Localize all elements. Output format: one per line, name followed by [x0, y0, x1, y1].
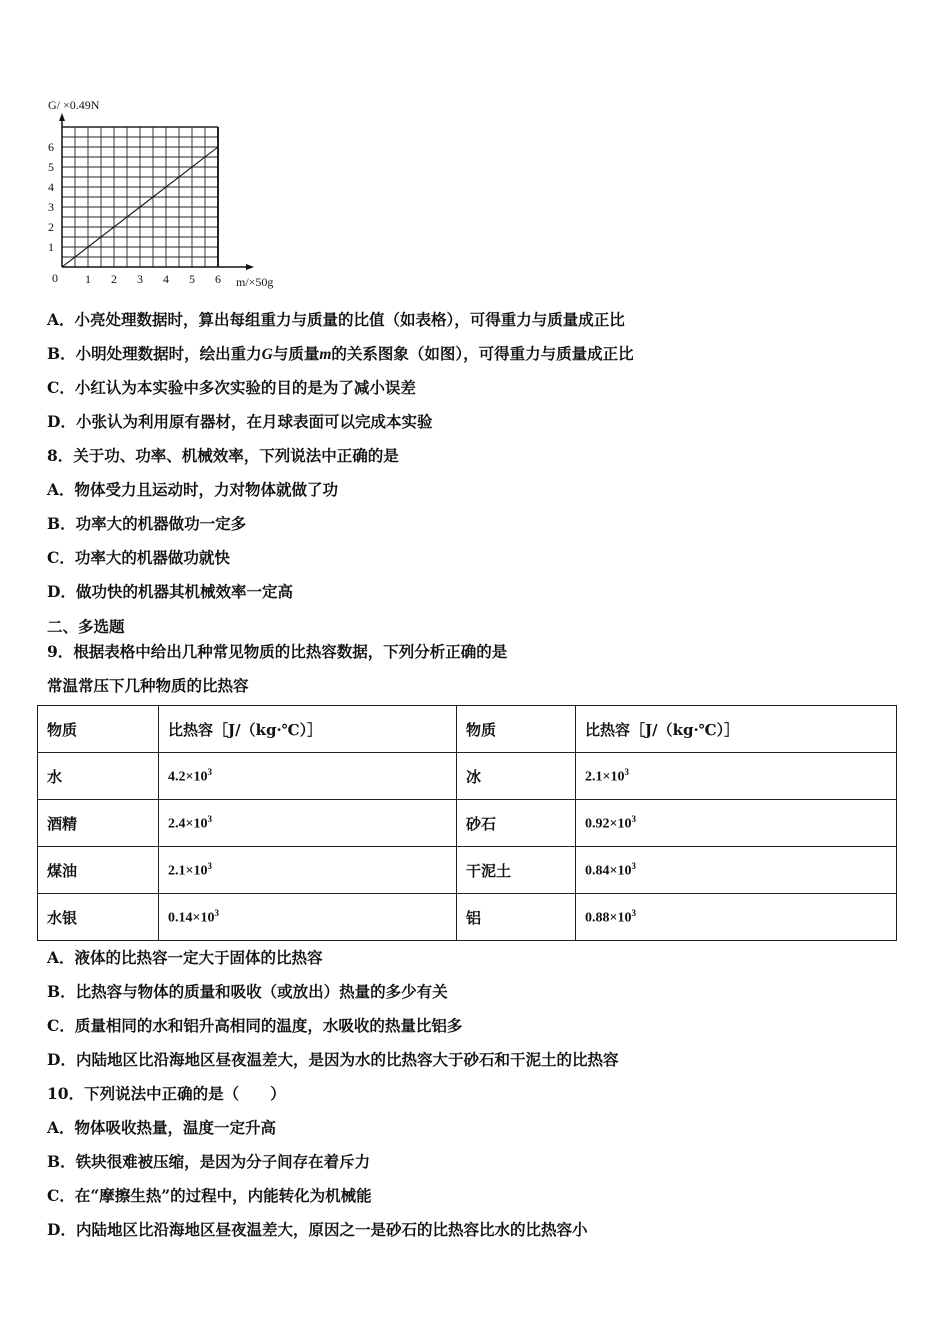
substance-cell: 铝	[457, 894, 576, 941]
y-tick-label: 6	[48, 140, 54, 154]
q7-option-b-mid: 与质量	[272, 344, 320, 363]
table-row	[38, 800, 897, 847]
x-tick-label: 6	[215, 272, 221, 286]
graph-origin: 0	[52, 271, 58, 285]
q9-option-b: B．比热容与物体的质量和吸收（或放出）热量的多少有关	[47, 982, 448, 1001]
q7-option-c: C．小红认为本实验中多次实验的目的是为了减小误差	[47, 378, 416, 397]
value-cell	[159, 800, 457, 847]
x-tick-label: 4	[163, 272, 169, 286]
value-cell	[576, 847, 897, 894]
exponent: 3	[214, 907, 219, 918]
y-tick-label: 5	[48, 160, 54, 174]
g-m-graph	[38, 95, 288, 295]
substance-cell: 冰	[457, 753, 576, 800]
y-tick-label: 2	[48, 220, 54, 234]
graph-grid	[62, 127, 218, 267]
table-header: 物质	[457, 706, 576, 753]
exponent: 3	[624, 766, 629, 777]
value-text: 0.84×10	[585, 863, 632, 879]
value-text: 2.4×10	[168, 816, 208, 832]
specific-heat-table	[37, 705, 897, 941]
graph-ylabel: G/ ×0.49N	[48, 98, 100, 112]
exponent: 3	[207, 813, 212, 824]
table-header-row	[38, 706, 897, 753]
q7-option-a: A．小亮处理数据时，算出每组重力与质量的比值（如表格），可得重力与质量成正比	[47, 310, 625, 329]
x-tick-label: 1	[85, 272, 91, 286]
q7-option-b-pre: B．小明处理数据时，绘出重力	[47, 344, 262, 363]
substance-cell: 水	[38, 753, 159, 800]
y-tick-labels	[48, 140, 54, 254]
q7-option-b-G: G	[261, 346, 273, 363]
x-tick-label: 5	[189, 272, 195, 286]
x-axis-arrow	[246, 264, 254, 270]
exponent: 3	[631, 813, 636, 824]
q9-option-a: A．液体的比热容一定大于固体的比热容	[47, 948, 323, 967]
x-tick-labels	[85, 272, 221, 286]
substance-cell: 砂石	[457, 800, 576, 847]
value-cell	[159, 894, 457, 941]
substance-cell: 酒精	[38, 800, 159, 847]
table-header: 物质	[38, 706, 159, 753]
value-text: 0.88×10	[585, 910, 632, 926]
value-cell	[159, 753, 457, 800]
value-text: 2.1×10	[168, 863, 208, 879]
q8-option-c: C．功率大的机器做功就快	[47, 548, 230, 567]
y-tick-label: 3	[48, 200, 54, 214]
q9-table-title: 常温常压下几种物质的比热容	[47, 676, 249, 695]
x-tick-label: 3	[137, 272, 143, 286]
q8-stem: 8．关于功、功率、机械效率，下列说法中正确的是	[47, 446, 399, 465]
q10-option-a: A．物体吸收热量，温度一定升高	[47, 1118, 277, 1137]
x-tick-label: 2	[111, 272, 117, 286]
substance-cell: 干泥土	[457, 847, 576, 894]
value-text: 0.14×10	[168, 910, 215, 926]
q9-stem: 9．根据表格中给出几种常见物质的比热容数据，下列分析正确的是	[47, 642, 508, 661]
q7-option-b	[47, 344, 634, 365]
exponent: 3	[631, 860, 636, 871]
q7-option-b-post: 的关系图象（如图），可得重力与质量成正比	[331, 344, 634, 363]
q10-option-d: D．内陆地区比沿海地区昼夜温差大，原因之一是砂石的比热容比水的比热容小	[47, 1220, 588, 1239]
q7-option-b-m: m	[319, 346, 332, 363]
substance-cell: 水银	[38, 894, 159, 941]
exponent: 3	[207, 766, 212, 777]
substance-cell: 煤油	[38, 847, 159, 894]
q7-option-d: D．小张认为利用原有器材，在月球表面可以完成本实验	[47, 412, 433, 431]
q8-option-a: A．物体受力且运动时，力对物体就做了功	[47, 480, 339, 499]
table-header: 比热容［J/（kg·℃）］	[576, 706, 897, 753]
table-header: 比热容［J/（kg·℃）］	[159, 706, 457, 753]
graph-xlabel: m/×50g	[236, 275, 274, 289]
table-row	[38, 753, 897, 800]
q8-option-d: D．做功快的机器其机械效率一定高	[47, 582, 293, 601]
y-axis-arrow	[59, 113, 65, 121]
value-text: 4.2×10	[168, 769, 208, 785]
section-heading: 二、多选题	[47, 617, 125, 636]
value-cell	[576, 894, 897, 941]
table-row	[38, 847, 897, 894]
q10-stem: 10．下列说法中正确的是（ ）	[47, 1084, 286, 1103]
table-row	[38, 894, 897, 941]
value-cell	[159, 847, 457, 894]
exponent: 3	[207, 860, 212, 871]
y-tick-label: 4	[48, 180, 54, 194]
value-text: 0.92×10	[585, 816, 632, 832]
exponent: 3	[631, 907, 636, 918]
q8-option-b: B．功率大的机器做功一定多	[47, 514, 247, 533]
q10-option-c: C．在“摩擦生热”的过程中，内能转化为机械能	[47, 1186, 372, 1205]
value-text: 2.1×10	[585, 769, 625, 785]
value-cell	[576, 753, 897, 800]
q9-option-d: D．内陆地区比沿海地区昼夜温差大，是因为水的比热容大于砂石和干泥土的比热容	[47, 1050, 619, 1069]
value-cell	[576, 800, 897, 847]
y-tick-label: 1	[48, 240, 54, 254]
q9-option-c: C．质量相同的水和铝升高相同的温度，水吸收的热量比铝多	[47, 1016, 463, 1035]
q10-option-b: B．铁块很难被压缩，是因为分子间存在着斥力	[47, 1152, 371, 1171]
